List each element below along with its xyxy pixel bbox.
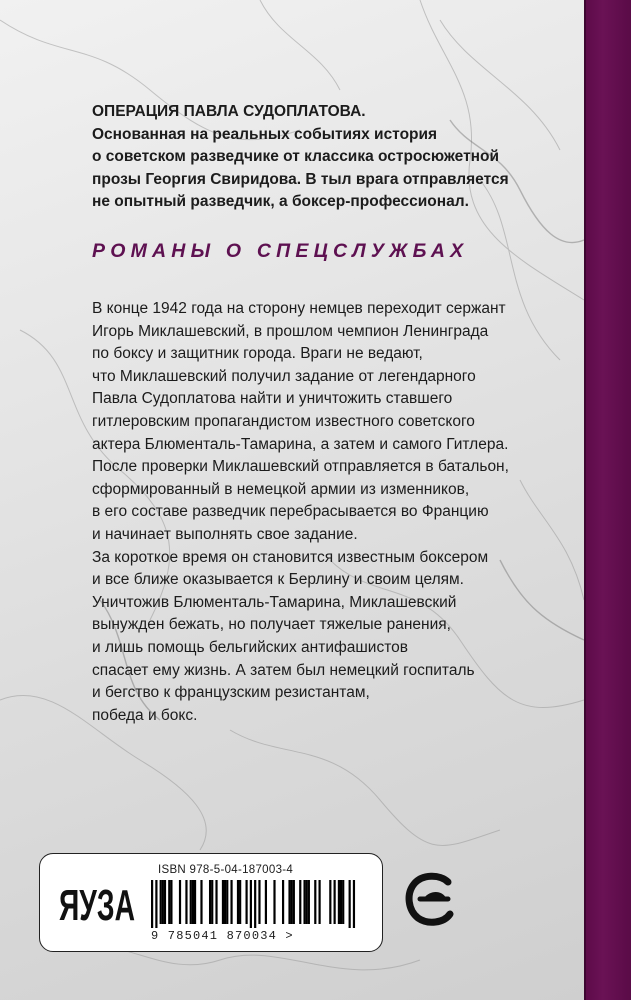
description-line: спасает ему жизнь. А затем был немецкий госпиталь <box>92 661 475 679</box>
barcode-bar <box>342 880 344 924</box>
description-line: В конце 1942 года на сторону немцев переходит сержант <box>92 300 506 317</box>
barcode-bar <box>318 880 320 924</box>
headline-line: о советском разведчике от классика остросюжетной <box>92 148 500 165</box>
barcode-bar <box>258 880 260 924</box>
barcode-bar <box>190 880 192 924</box>
barcode-bar <box>215 880 217 924</box>
description-line: и лишь помощь бельгийских антифашистов <box>92 638 408 656</box>
barcode-bar <box>349 880 351 928</box>
barcode-bar <box>209 880 211 924</box>
description-line: и все ближе оказывается к Берлину и своим целям. <box>92 571 464 589</box>
description-line: После проверки Миклашевский отправляется в батальон, <box>92 458 509 476</box>
description <box>92 298 552 727</box>
description-line: Игорь Миклашевский, в прошлом чемпион Ленинграда <box>92 322 489 340</box>
barcode-bar <box>151 880 153 928</box>
barcode-bar <box>237 880 239 924</box>
barcode-bar <box>155 880 157 928</box>
barcode-bar <box>340 880 342 924</box>
description-line: в его составе разведчик перебрасывается во Францию <box>92 503 489 521</box>
spine <box>584 0 631 1000</box>
barcode-bar <box>239 880 241 924</box>
isbn-label: ISBN 978-5-04-187003-4 <box>158 864 294 876</box>
barcode-bar <box>338 880 340 924</box>
barcode-digits: 9 785041 870034 > <box>151 929 294 943</box>
description-line: За короткое время он становится известным боксером <box>92 548 489 566</box>
barcode-bar <box>185 880 187 924</box>
headline-line: ОПЕРАЦИЯ ПАВЛА СУДОПЛАТОВА. <box>92 103 366 120</box>
barcode-bar <box>250 880 252 928</box>
barcode-bar <box>291 880 293 924</box>
description-line: победа и бокс. <box>92 706 198 724</box>
yauza-logo-text: ЯУЗА <box>59 881 135 930</box>
yauza-logo-icon <box>59 872 135 930</box>
barcode-bar <box>306 880 308 924</box>
headline-line: не опытный разведчик, а боксер-профессионал. <box>92 193 469 210</box>
barcode-bar <box>254 880 256 928</box>
barcode-bar <box>314 880 316 924</box>
description-line: что Миклашевский получил задание от легендарного <box>92 367 476 385</box>
barcode-bar <box>308 880 310 924</box>
barcode-bar <box>226 880 228 924</box>
description-line: актера Блюменталь-Тамарина, а затем и самого Гитлера. <box>92 435 509 453</box>
barcode-bar <box>265 880 267 924</box>
description-line: по боксу и защитник города. Враги не ведают, <box>92 345 423 363</box>
barcode-bar <box>230 880 232 924</box>
barcode-bar <box>288 880 290 924</box>
barcode-bar <box>160 880 162 924</box>
description-line: Павла Судоплатова найти и уничтожить ставшего <box>92 390 453 408</box>
barcode-bar <box>192 880 194 924</box>
barcode-bar <box>329 880 331 924</box>
headline-line: Основанная на реальных событиях история <box>92 125 438 143</box>
barcode-bar <box>353 880 355 928</box>
barcode-bar <box>211 880 213 924</box>
barcode-bar <box>224 880 226 924</box>
barcode-bar <box>170 880 172 924</box>
barcode-bar <box>194 880 196 924</box>
headline-line: прозы Георгия Свиридова. В тыл врага отправляется <box>92 170 509 188</box>
barcode-bar <box>168 880 170 924</box>
series-title: РОМАНЫ О СПЕЦСЛУЖБАХ <box>92 240 469 262</box>
description-line: гитлеровским пропагандистом известного советского <box>92 412 475 430</box>
description-line: и бегство к французским резистантам, <box>92 684 370 702</box>
spine-edge <box>584 0 586 1000</box>
barcode-bar <box>299 880 301 924</box>
barcode-bar <box>273 880 275 924</box>
barcode-bar <box>303 880 305 924</box>
eksmo-logo-icon <box>402 868 460 926</box>
barcode-bar <box>162 880 164 924</box>
barcode <box>151 880 355 928</box>
barcode-bar <box>293 880 295 924</box>
barcode-bar <box>200 880 202 924</box>
barcode-bar <box>164 880 166 924</box>
headline <box>92 101 532 214</box>
description-line: вынужден бежать, но получает тяжелые ранения, <box>92 616 451 634</box>
description-line: сформированный в немецкой армии из изменников, <box>92 480 470 498</box>
barcode-bar <box>282 880 284 924</box>
barcode-bar <box>245 880 247 924</box>
barcode-bar <box>334 880 336 924</box>
barcode-bar <box>222 880 224 924</box>
description-line: и начинает выполнять свое задание. <box>92 525 358 543</box>
description-line: Уничтожив Блюменталь-Тамарина, Миклашевский <box>92 593 457 611</box>
barcode-bar <box>179 880 181 924</box>
